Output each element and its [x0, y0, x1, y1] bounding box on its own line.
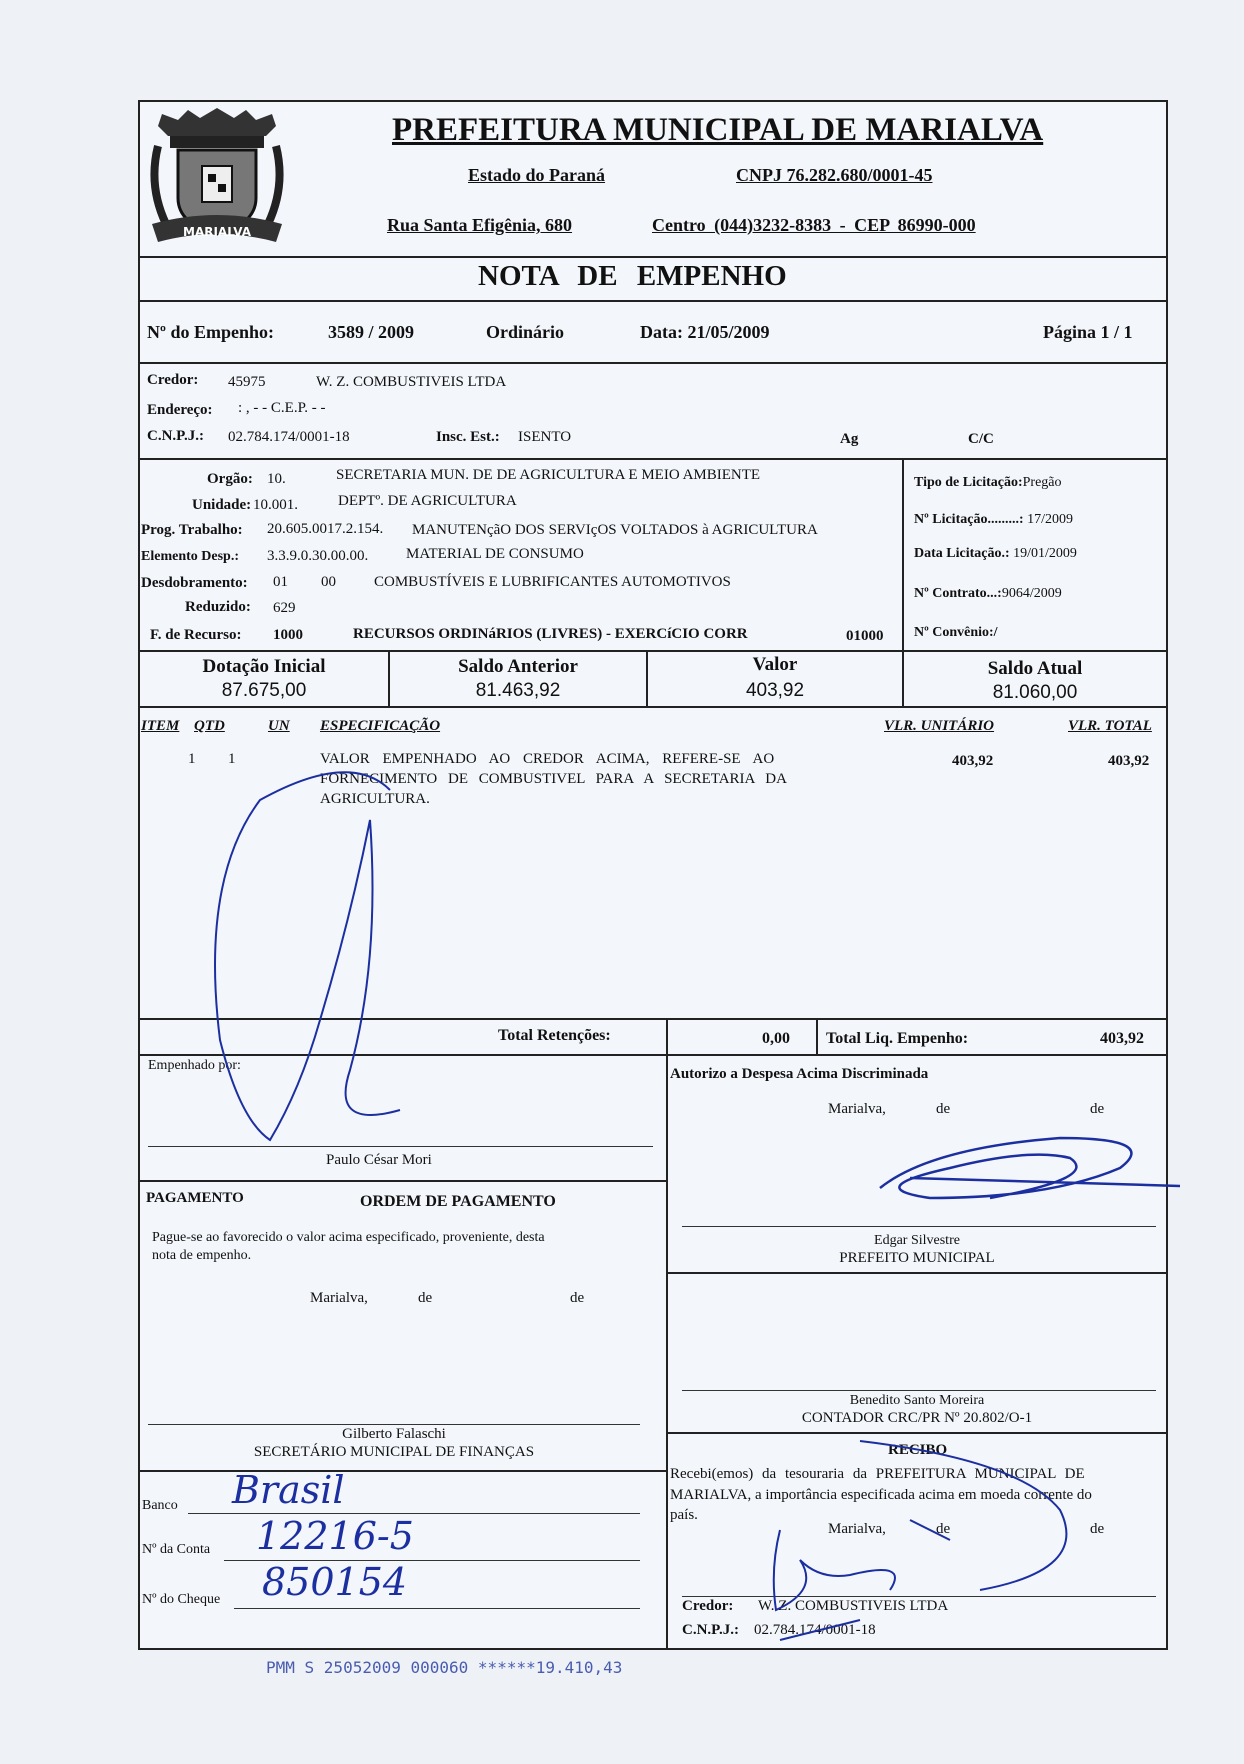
state-label: Estado do Paraná — [468, 165, 606, 185]
retencoes-value: 0,00 — [762, 1030, 790, 1047]
de-label: de — [1090, 1101, 1105, 1117]
empenho-number-value: 3589 / 2009 — [328, 322, 415, 342]
payment-stamp: PMM S 25052009 000060 ******19.410,43 — [266, 1658, 623, 1677]
dotacao-value: 87.675,00 — [221, 680, 307, 701]
recibo-line-3: país. — [670, 1507, 698, 1523]
desdobramento-label: Desdobramento: — [141, 575, 248, 591]
licitacao-num-value: 17/2009 — [1027, 512, 1073, 527]
prefeito-title: PREFEITO MUNICIPAL — [839, 1250, 995, 1266]
cheque-label: Nº do Cheque — [142, 1592, 221, 1607]
recibo-line-2: MARIALVA, a importância especificada acima em moeda corrente do — [670, 1487, 1092, 1503]
valor-label: Valor — [752, 654, 798, 675]
item-desc-line-3: AGRICULTURA. — [320, 791, 430, 807]
financas-title: SECRETÁRIO MUNICIPAL DE FINANÇAS — [253, 1444, 535, 1460]
orgao-label: Orgão: — [207, 471, 253, 487]
pagamento-text-line-1: Pague-se ao favorecido o valor acima especificado, proveniente, desta — [152, 1230, 545, 1245]
city-label: Marialva, — [828, 1101, 886, 1117]
conta-corrente-label: C/C — [968, 431, 994, 447]
col-un: UN — [268, 718, 290, 734]
address-details: Centro (044)3232-8383 - CEP 86990-000 — [652, 215, 976, 235]
cheque-line — [234, 1608, 640, 1609]
de-label: de — [936, 1521, 951, 1537]
recurso-desc: RECURSOS ORDINáRIOS (LIVRES) - EXERCíCIO CORR — [353, 626, 748, 642]
recibo-credor-value: W. Z. COMBUSTIVEIS LTDA — [758, 1598, 949, 1614]
desdobramento-desc: COMBUSTÍVEIS E LUBRIFICANTES AUTOMOTIVOS — [374, 574, 731, 590]
elemento-label: Elemento Desp.: — [141, 549, 239, 564]
signature-line — [682, 1390, 1156, 1391]
handwritten-signature-recibo — [760, 1440, 1090, 1660]
divider — [138, 362, 1168, 364]
conta-handwritten: 12216-5 — [256, 1514, 414, 1558]
autorizo-text: Autorizo a Despesa Acima Discriminada — [670, 1066, 929, 1082]
orgao-desc: SECRETARIA MUN. DE DE AGRICULTURA E MEIO AMBIENTE — [336, 467, 761, 483]
recibo-cnpj-value: 02.784.174/0001-18 — [754, 1622, 876, 1638]
divider — [138, 1180, 667, 1182]
item-unit-value: 403,92 — [952, 753, 994, 769]
banco-handwritten: Brasil — [232, 1468, 345, 1512]
recibo-credor-label: Credor: — [682, 1598, 734, 1614]
elemento-code: 3.3.9.0.30.00.00. — [267, 548, 369, 564]
contrato-label: Nº Contrato...: — [914, 586, 1002, 601]
ordem-pagamento-label: ORDEM DE PAGAMENTO — [360, 1193, 556, 1210]
retencoes-label: Total Retenções: — [498, 1027, 611, 1044]
divider — [816, 1018, 818, 1054]
municipal-crest-logo — [148, 106, 286, 256]
cnpj-label: CNPJ 76.282.680/0001-45 — [736, 165, 933, 185]
prog-label: Prog. Trabalho: — [141, 522, 243, 538]
divider — [138, 458, 1168, 460]
city-label: Marialva, — [310, 1290, 368, 1306]
de-label: de — [418, 1290, 433, 1306]
saldo-atual-value: 81.060,00 — [992, 682, 1078, 703]
unidade-desc: DEPTº. DE AGRICULTURA — [338, 493, 517, 509]
contador-name: Benedito Santo Moreira — [849, 1393, 985, 1408]
divider — [138, 650, 1168, 652]
recibo-cnpj-label: C.N.P.J.: — [682, 1622, 739, 1638]
empenho-type: Ordinário — [486, 322, 565, 342]
reduzido-label: Reduzido: — [185, 599, 251, 615]
credor-cnpj-value: 02.784.174/0001-18 — [228, 429, 350, 445]
handwritten-signature-prefeito — [870, 1128, 1180, 1218]
recurso-label: F. de Recurso: — [150, 627, 242, 643]
saldo-anterior-value: 81.463,92 — [475, 680, 561, 701]
divider — [138, 1470, 667, 1472]
unidade-label: Unidade: — [192, 497, 252, 513]
street-address: Rua Santa Efigênia, 680 — [387, 215, 573, 235]
recibo-line-1: Recebi(emos) da tesouraria da PREFEITURA MUNICIPAL DE — [670, 1466, 1085, 1482]
pagamento-text-line-2: nota de empenho. — [152, 1248, 252, 1263]
item-number: 1 — [188, 751, 196, 767]
item-desc-line-2: FORNECIMENTO DE COMBUSTIVEL PARA A SECRETARIA DA — [320, 771, 787, 787]
agencia-label: Ag — [840, 431, 859, 447]
dotacao-label: Dotação Inicial — [202, 656, 326, 677]
credor-name: W. Z. COMBUSTIVEIS LTDA — [316, 374, 507, 390]
licitacao-data-value: 19/01/2009 — [1013, 546, 1077, 561]
financas-name: Gilberto Falaschi — [342, 1426, 446, 1442]
contrato-value: 9064/2009 — [1001, 586, 1062, 601]
reduzido-value: 629 — [273, 600, 296, 616]
signature-line — [148, 1424, 640, 1425]
page-title: PREFEITURA MUNICIPAL DE MARIALVA — [392, 112, 1044, 148]
desdobramento-code-2: 00 — [321, 574, 336, 590]
banco-label: Banco — [142, 1498, 178, 1513]
credor-cnpj-label: C.N.P.J.: — [147, 428, 204, 444]
empenho-number-label: Nº do Empenho: — [147, 322, 274, 342]
saldo-anterior-label: Saldo Anterior — [458, 656, 578, 677]
de-label: de — [570, 1290, 585, 1306]
document-title: NOTA DE EMPENHO — [478, 260, 787, 292]
divider — [902, 458, 904, 650]
licitacao-tipo-value: Pregão — [1022, 475, 1062, 490]
unidade-code: 10.001. — [253, 497, 298, 513]
recurso-code-2: 01000 — [846, 628, 884, 644]
licitacao-data-label: Data Licitação.: — [914, 546, 1010, 561]
endereco-label: Endereço: — [147, 402, 213, 418]
divider — [666, 1018, 668, 1054]
divider — [666, 1432, 1168, 1434]
signature-line — [682, 1226, 1156, 1227]
crest-banner-text: MARIALVA — [183, 225, 251, 239]
convenio-label: Nº Convênio:/ — [914, 625, 998, 640]
item-qtd: 1 — [228, 751, 236, 767]
prog-code: 20.605.0017.2.154. — [267, 521, 384, 537]
empenho-date: Data: 21/05/2009 — [640, 322, 770, 342]
valor-value: 403,92 — [745, 680, 805, 701]
total-liq-label: Total Liq. Empenho: — [826, 1030, 969, 1047]
divider — [666, 1272, 1168, 1274]
credor-label: Credor: — [147, 372, 199, 388]
divider — [138, 256, 1168, 258]
empenhado-por-name: Paulo César Mori — [326, 1152, 432, 1168]
contador-title: CONTADOR CRC/PR Nº 20.802/O-1 — [801, 1410, 1033, 1426]
cheque-handwritten: 850154 — [262, 1560, 408, 1604]
desdobramento-code-1: 01 — [273, 574, 288, 590]
city-label: Marialva, — [828, 1521, 886, 1537]
prog-desc: MANUTENçãO DOS SERVIçOS VOLTADOS à AGRICULTURA — [412, 522, 818, 538]
orgao-code: 10. — [267, 471, 286, 487]
saldo-atual-label: Saldo Atual — [987, 658, 1083, 679]
insc-value: ISENTO — [518, 429, 572, 445]
endereco-value: : , - - C.E.P. - - — [238, 400, 326, 416]
col-valor-total: VLR. TOTAL — [1068, 718, 1152, 734]
licitacao-tipo-label: Tipo de Licitação: — [914, 475, 1023, 490]
total-liq-value: 403,92 — [1100, 1030, 1144, 1047]
divider — [666, 1054, 668, 1650]
page-number: Página 1 / 1 — [1043, 322, 1133, 342]
col-valor-unitario: VLR. UNITÁRIO — [884, 718, 995, 734]
item-desc-line-1: VALOR EMPENHADO AO CREDOR ACIMA, REFERE-SE AO — [320, 751, 775, 767]
col-especificacao: ESPECIFICAÇÃO — [320, 718, 441, 734]
insc-label: Insc. Est.: — [436, 429, 500, 445]
empenhado-por-label: Empenhado por: — [148, 1058, 241, 1073]
item-total-value: 403,92 — [1108, 753, 1150, 769]
recurso-code: 1000 — [273, 627, 303, 643]
conta-label: Nº da Conta — [142, 1542, 211, 1557]
elemento-desc: MATERIAL DE CONSUMO — [406, 546, 584, 562]
pagamento-label: PAGAMENTO — [146, 1190, 244, 1206]
de-label: de — [1090, 1521, 1105, 1537]
col-item: ITEM — [141, 718, 180, 734]
handwritten-signature-empenho — [200, 760, 430, 1160]
divider — [138, 300, 1168, 302]
recibo-title: RECIBO — [888, 1442, 948, 1458]
licitacao-num-label: Nº Licitação.........: — [914, 512, 1024, 527]
prefeito-name: Edgar Silvestre — [874, 1233, 960, 1248]
de-label: de — [936, 1101, 951, 1117]
divider — [138, 706, 1168, 708]
credor-code: 45975 — [228, 374, 266, 390]
col-qtd: QTD — [194, 718, 225, 734]
